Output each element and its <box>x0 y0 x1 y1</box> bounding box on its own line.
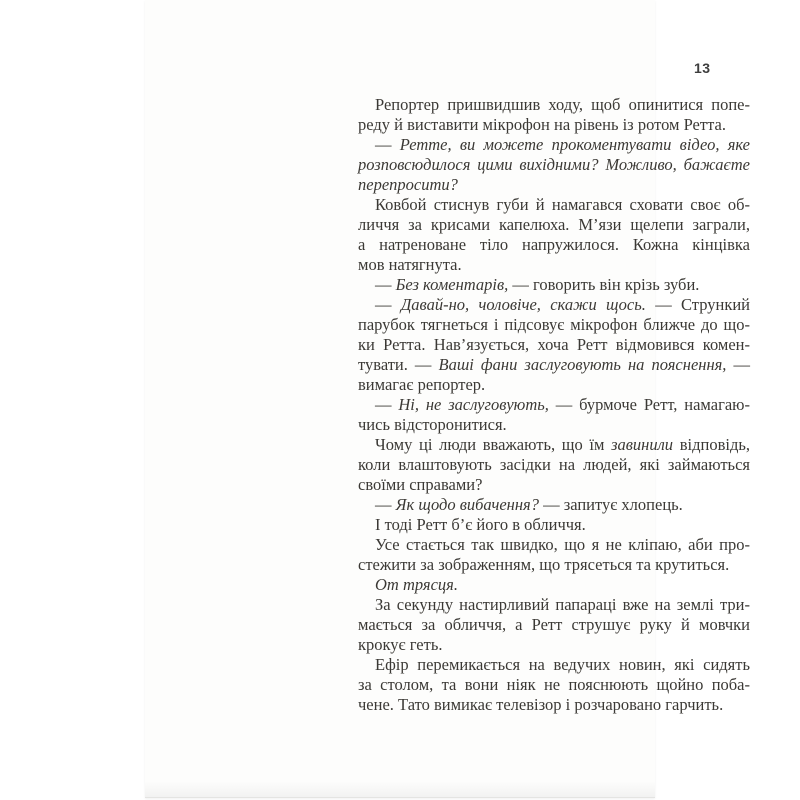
italic-run: Ні, не заслуговують, <box>398 395 549 414</box>
italic-run: Без коментарів, <box>395 275 509 294</box>
text-run: своїми справами? <box>358 475 483 494</box>
body-text <box>358 95 750 715</box>
paragraph <box>358 135 750 195</box>
text-line <box>358 315 750 335</box>
page-number: 13 <box>694 60 711 76</box>
text-line <box>358 635 750 655</box>
text-line <box>358 595 750 615</box>
text-run: відповідь, <box>673 435 750 454</box>
paragraph <box>358 655 750 715</box>
text-line <box>358 235 750 255</box>
text-line <box>358 515 750 535</box>
text-line <box>358 395 750 415</box>
text-run: мається за обличчя, а Ретт струшує руку й мовчки <box>358 615 750 634</box>
paragraph <box>358 515 750 535</box>
text-run: а натреноване тіло напружилося. Кожна кінцівка <box>358 235 750 254</box>
text-line <box>358 475 750 495</box>
text-line <box>358 675 750 695</box>
text-line <box>358 555 750 575</box>
italic-run: Ваші фани заслуговують на пояснення, <box>438 355 727 374</box>
page-bottom-edge <box>145 781 655 798</box>
paragraph <box>358 535 750 575</box>
paragraph <box>358 575 750 595</box>
italic-run: завинили <box>611 435 674 454</box>
text-line <box>358 575 750 595</box>
text-run: І тоді Ретт б’є його в обличчя. <box>375 515 586 534</box>
text-run: — <box>375 395 399 414</box>
text-run: чене. Тато вимикає телевізор і розчаровано гарчить. <box>358 695 724 714</box>
paragraph <box>358 395 750 435</box>
text-line <box>358 355 750 375</box>
text-run: Ковбой стиснув губи й намагався сховати своє об- <box>375 195 750 214</box>
italic-run: Ретте, ви можете прокоментувати відео, яке <box>399 135 750 154</box>
text-line <box>358 535 750 555</box>
text-line <box>358 255 750 275</box>
text-line <box>358 275 750 295</box>
italic-run: От трясця. <box>375 575 458 594</box>
paragraph <box>358 435 750 495</box>
text-line <box>358 195 750 215</box>
paragraph <box>358 275 750 295</box>
text-run: — <box>375 135 400 154</box>
book-page <box>145 0 750 798</box>
italic-run: розповсюдилося цими вихідними? Можливо, бажаєте <box>358 155 750 174</box>
text-run: личчя за крисами капелюха. М’язи щелепи заграли, <box>358 215 750 234</box>
text-run: коли влаштовують засідки на людей, які займаються <box>358 455 750 474</box>
text-run: парубок тягнеться і підсовує мікрофон ближче до що- <box>358 315 750 334</box>
paragraph <box>358 195 750 275</box>
italic-run: Як щодо вибачення? <box>395 495 539 514</box>
text-line <box>358 215 750 235</box>
text-line <box>358 295 750 315</box>
text-line <box>358 695 750 715</box>
text-run: — <box>375 275 396 294</box>
text-run: Чому ці люди вважають, що їм <box>375 435 612 454</box>
text-run: чись відсторонитися. <box>358 415 507 434</box>
text-run: за столом, та вони ніяк не пояснюють щойно поба- <box>358 675 750 694</box>
paragraph <box>358 95 750 135</box>
text-run: — <box>726 355 750 374</box>
text-line <box>358 415 750 435</box>
text-line <box>358 115 750 135</box>
text-line <box>358 335 750 355</box>
italic-run: перепросити? <box>358 175 458 194</box>
text-line <box>358 95 750 115</box>
text-run: — запитує хлопець. <box>538 495 683 514</box>
text-run: реду й виставити мікрофон на рівень із ротом Ретта. <box>358 115 726 134</box>
italic-run: Давай-но, чоловіче, скажи щось. <box>400 295 646 314</box>
paragraph <box>358 295 750 395</box>
text-run: — говорить він крізь зуби. <box>508 275 700 294</box>
text-run: — <box>375 295 401 314</box>
text-run: — Стрункий <box>645 295 750 314</box>
paragraph <box>358 495 750 515</box>
text-run: — <box>375 495 396 514</box>
text-line <box>358 615 750 635</box>
text-line <box>358 655 750 675</box>
text-line <box>358 135 750 155</box>
text-line <box>358 375 750 395</box>
text-run: мов натягнута. <box>358 255 462 274</box>
text-run: За секунду настирливий папараці вже на землі три- <box>375 595 750 614</box>
text-run: ки Ретта. Нав’язується, хоча Ретт відмовився комен- <box>358 335 750 354</box>
text-line <box>358 175 750 195</box>
text-line <box>358 495 750 515</box>
text-run: Усе стається так швидко, що я не кліпаю, аби про- <box>375 535 750 554</box>
text-run: стежити за зображенням, що трясеться та крутиться. <box>358 555 730 574</box>
text-run: крокує геть. <box>358 635 443 654</box>
text-run: — бурмоче Ретт, намагаю- <box>548 395 750 414</box>
text-line <box>358 455 750 475</box>
text-run: Ефір перемикається на ведучих новин, які сидять <box>375 655 750 674</box>
text-line <box>358 155 750 175</box>
text-line <box>358 435 750 455</box>
paragraph <box>358 595 750 655</box>
text-run: Репортер пришвидшив ходу, щоб опинитися попе- <box>375 95 750 114</box>
text-run: вимагає репортер. <box>358 375 486 394</box>
text-run: тувати. — <box>358 355 439 374</box>
